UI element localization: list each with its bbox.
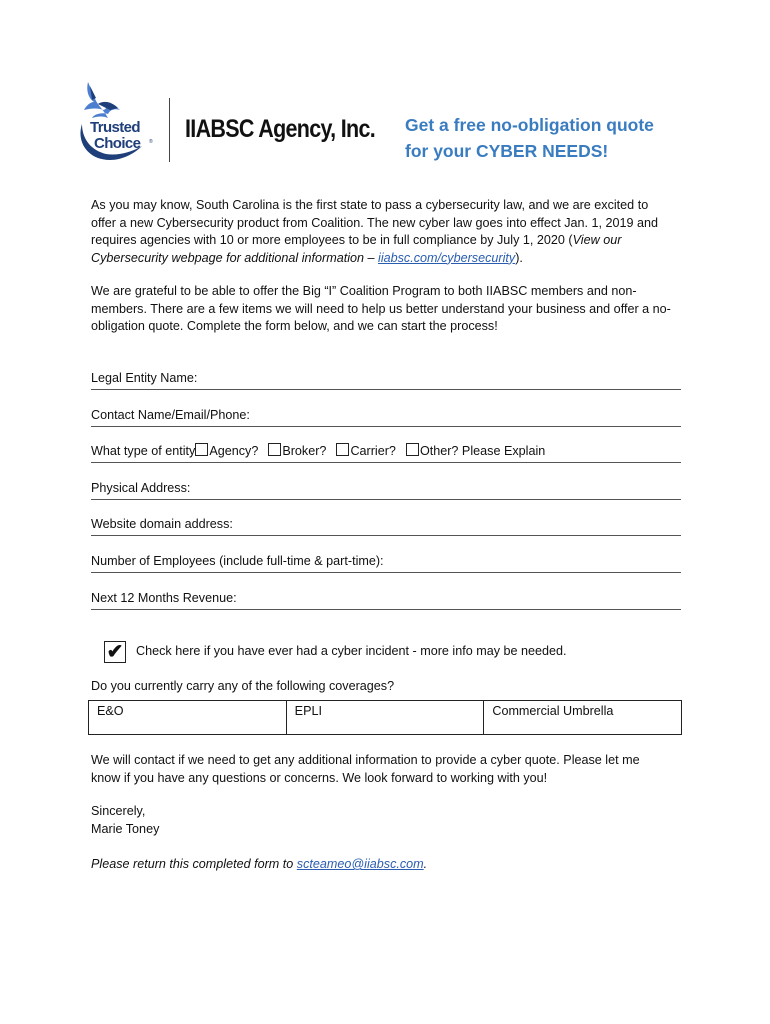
website-field[interactable]: Website domain address:: [91, 515, 681, 536]
intro-italic-note: View our Cybersecurity webpage for additional information – iiabsc.com/cybersecurity: [91, 233, 622, 265]
signer-name: Marie Toney: [91, 822, 160, 836]
logo-text-choice: Choice: [94, 135, 141, 152]
svg-text:®: ®: [149, 139, 153, 145]
return-instructions: Please return this completed form to scteameo@iiabsc.com.: [91, 857, 428, 871]
headline-line-2: for your CYBER NEEDS!: [405, 141, 609, 161]
sincerely-text: Sincerely,: [91, 804, 146, 818]
contact-field[interactable]: Contact Name/Email/Phone:: [91, 406, 681, 427]
coverage-cell-eo[interactable]: E&O: [89, 701, 287, 734]
broker-checkbox[interactable]: [268, 443, 281, 456]
agency-name: IIABSC Agency, Inc.: [185, 115, 376, 143]
cybersecurity-link[interactable]: iiabsc.com/cybersecurity: [378, 250, 516, 265]
other-checkbox[interactable]: [406, 443, 419, 456]
legal-entity-field[interactable]: Legal Entity Name:: [91, 369, 681, 390]
intro-paragraph-2: We are grateful to be able to offer the Big “I” Coalition Program to both IIABSC members and non-members. There are a few items we will need to help us better understand your business and offer a no-obligation quote. Complete the form below, and we can start the process!: [91, 284, 671, 333]
logo-text-trusted: Trusted: [90, 119, 140, 136]
cyber-incident-checkbox[interactable]: ✔: [104, 641, 126, 663]
coverages-table: [88, 700, 682, 735]
entity-type-field: What type of entity Agency? Broker? Carrier? Other? Please Explain: [91, 442, 681, 463]
revenue-field[interactable]: Next 12 Months Revenue:: [91, 589, 681, 610]
intro-paragraph-1: As you may know, South Carolina is the first state to pass a cybersecurity law, and we are excited to offer a new Cybersecurity product from Coalition. The new cyber law goes into effect Jan. 1, 2019 and requires agencies with 10 or more employees to be in full compliance by July 1, 2020 (View our Cybersecurity webpage for additional information – iiabsc.com/cybersecurity).: [91, 198, 659, 265]
coverages-question: Do you currently carry any of the following coverages?: [91, 679, 395, 693]
return-email-link[interactable]: scteameo@iiabsc.com: [296, 857, 424, 871]
logo-divider: [169, 98, 170, 162]
headline-line-1: Get a free no-obligation quote: [405, 115, 654, 135]
cyber-incident-label: Check here if you have ever had a cyber incident - more info may be needed.: [136, 644, 567, 658]
coverage-cell-epli[interactable]: EPLI: [287, 701, 485, 734]
carrier-checkbox[interactable]: [336, 443, 349, 456]
physical-address-field[interactable]: Physical Address:: [91, 479, 681, 500]
employees-field[interactable]: Number of Employees (include full-time & part-time):: [91, 552, 681, 573]
page-headline: [405, 112, 705, 164]
coverage-cell-umbrella[interactable]: Commercial Umbrella: [492, 704, 614, 718]
trusted-choice-logo: [74, 80, 156, 164]
agency-checkbox[interactable]: [195, 443, 208, 456]
closing-paragraph: We will contact if we need to get any additional information to provide a cyber quote. Please let me know if you have any questions or concerns. We look forward to working with you!: [91, 753, 640, 785]
